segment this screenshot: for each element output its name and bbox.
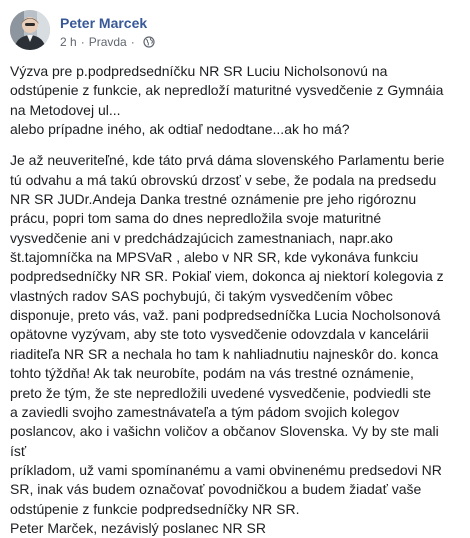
post-paragraph [10,151,456,538]
post-text-line: Peter Marček, nezávislý poslanec NR SR [10,519,266,536]
post-header [10,0,456,56]
separator-dot: · [80,35,85,49]
post-text-line: SR, inak vás budem označovať povodničkou a budem žiadať vaše [10,481,422,498]
post-text-line: a zaviedli svojho zamestnávateľa a tým pádom svojich kolegov [10,403,400,420]
post-text-line: Je až neuveriteľné, kde táto prvá dáma slovenského Parlamentu berie [10,152,445,169]
post-text-line: tú odvahu a má takú obrovskú drzosť v sebe, že podala na predsedu [10,171,437,188]
post-text-line: tohto týždňa! Ak tak neurobíte, podám na vás trestné oznámenie, [10,365,414,382]
post-text-line: odstúpenie z funkcie, ak nepredloží maturitné vysvedčenie z Gymnáia [10,82,444,99]
post-text-line: poslancov, ako i vašichn voličov a občanov Slovenska. Vy by ste mali [10,423,439,440]
post-text-line: riaditeľa NR SR a nechala ho tam k nahliadnutiu najneskôr do. konca [10,345,439,362]
post-text-line: na Metodovej ul... [10,101,121,118]
post-text-line: ísť [10,442,27,459]
separator-dot-2: · [130,35,135,49]
post-time[interactable]: 2 h [60,35,77,49]
post-text-line: prácu, popri tom sama do dnes nepredložila svoje maturitné [10,210,382,227]
post-text-line: NR SR JUDr.Andeja Danka trestné oznámenie pre jeho rigóroznu [10,191,417,208]
post-paragraph [10,62,456,139]
post-text-line: opätovne vyzývam, aby ste toto vysvedčenie odovzdala v kancelárii [10,326,429,343]
globe-icon[interactable] [143,36,155,48]
avatar[interactable] [10,10,50,50]
post-body [10,62,456,538]
post-label[interactable]: Pravda [88,35,127,49]
post-text-line: vlastných radov SAS pochybujú, či takým vysvedčením vôbec [10,287,393,304]
post-text-line: príkladom, už vami spomínanému a vami obvinenému predsedovi NR [10,461,442,478]
post-text-line: Výzva pre p.podpredsedníčku NR SR Luciu Nicholsonovú na [10,63,388,79]
avatar-image [10,10,50,50]
post-text-line: odstúpenie z funkcie podpredsedníčky NR SR. [10,500,300,517]
post-text-line: preto že tým, že ste nepredložili uvedené vysvedčenie, podviedli ste [10,384,432,401]
author-name[interactable]: Peter Marcek [60,15,148,31]
post-text-line: vysvedčenie ani v predchádzajúcich zamestnaniach, napr.ako [10,229,393,246]
post-subline [60,34,155,50]
post-meta [60,10,155,50]
post-text-line: podpredsedníčky NR SR. Pokiaľ viem, dokonca aj niektorí kolegovia z [10,268,444,285]
post-text-line: disponuje, preto vás, važ. pani podpredsedníčka Lucia Nocholsonová [10,307,441,324]
post-text-line: št.tajomníčka na MPSVaR , alebo v NR SR, kde vykonáva funkciu [10,249,419,266]
post-text-line: alebo prípadne iného, ak odtiaľ nedodtane...ak ho má? [10,121,350,138]
